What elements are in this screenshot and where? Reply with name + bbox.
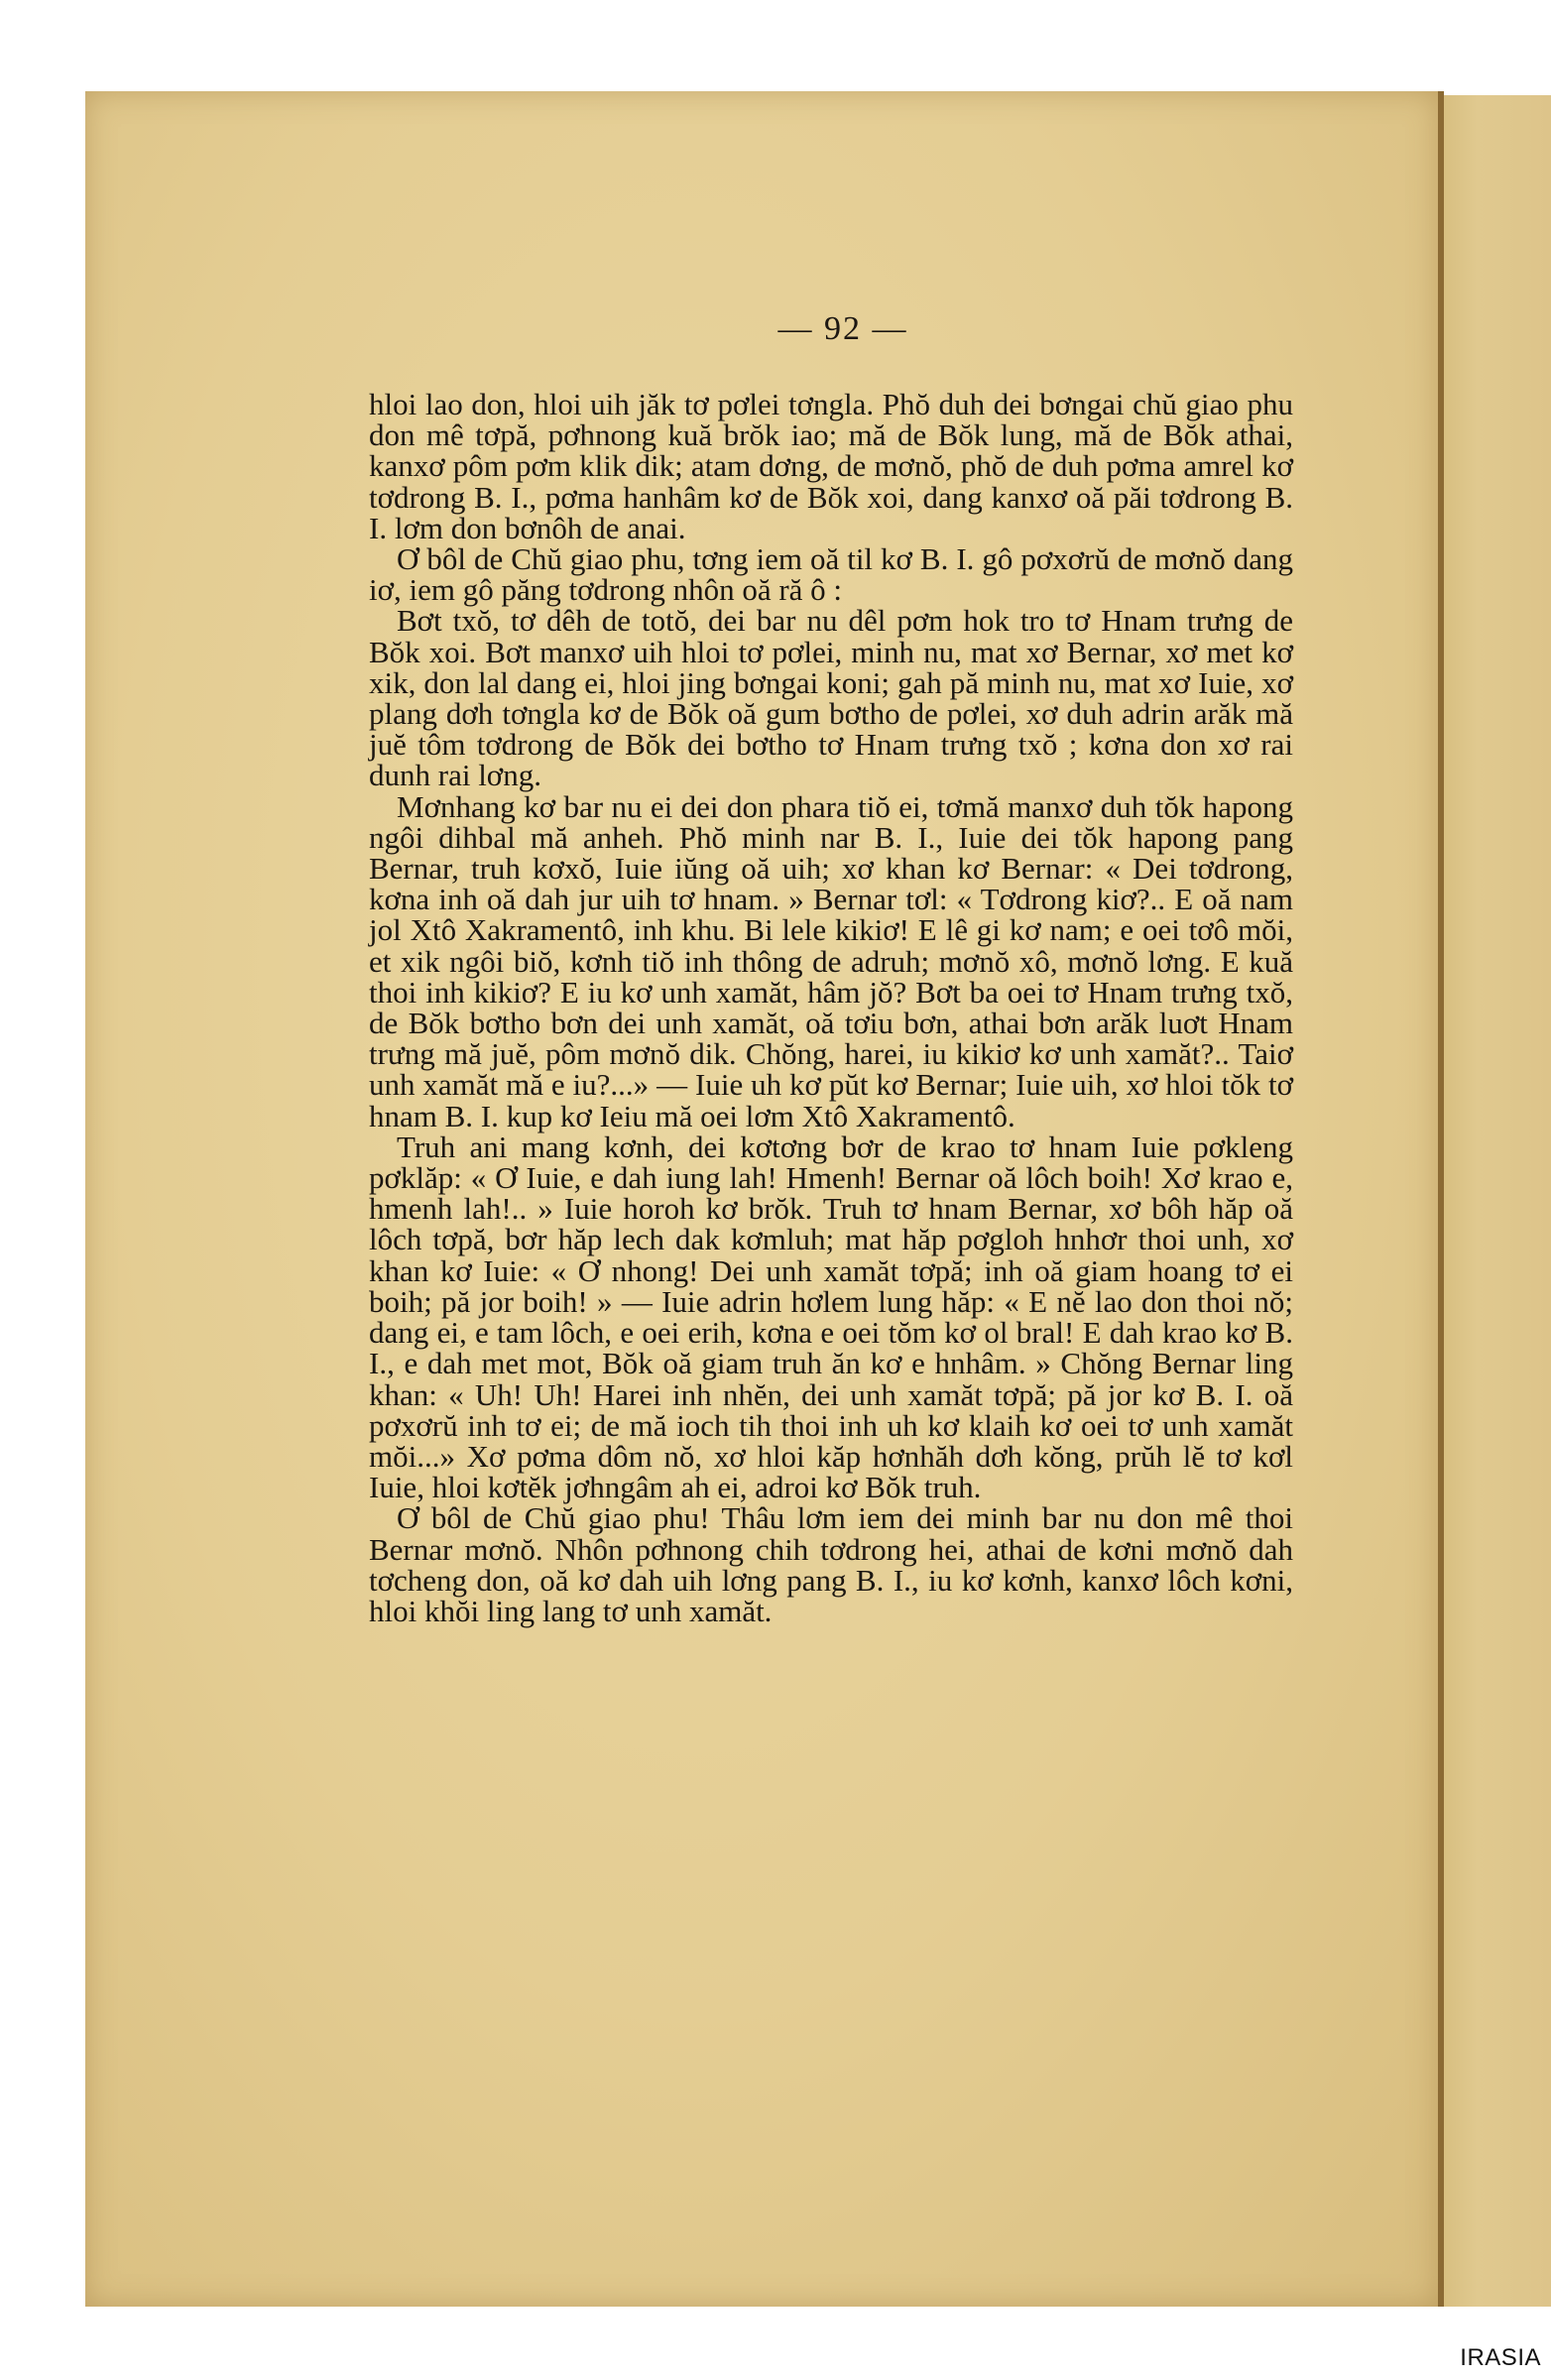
paragraph: Ơ bôl de Chŭ giao phu, tơng iem oă til kơ B. I. gô pơxơrŭ de mơnŏ dang iơ, iem gô păng tơdrong nhôn oă ră ô : [369,541,1293,608]
body-text [369,389,1293,1626]
page-number: — 92 — [777,310,908,347]
paragraph: Mơnhang kơ bar nu ei dei don phara tiŏ ei, tơmă manxơ duh tŏk hapong ngôi dihbal mă anheh. Phŏ minh nar B. I., Iuie dei tŏk hapong pang Bernar, truh kơxŏ, Iuie iŭng oă uih; xơ khan kơ Bernar: « Dei tơdrong, kơna inh oă dah jur uih tơ hnam. » Bernar tơl: « Tơdrong kiơ?.. E oă nam jol Xtô Xakramentô, inh khu. Bi lele kikiơ! E lê gi kơ nam; e oei tơô mŏi, et xik ngôi biŏ, kơnh tiŏ inh thông de adruh; mơnŏ xô, mơnŏ lơng. E kuă thoi inh kikiơ? E iu kơ unh xamăt, hâm jŏ? Bơt ba oei tơ Hnam trưng txŏ, de Bŏk bơtho bơn dei unh xamăt, oă tơiu bơn, athai bơn arăk luơt Hnam trưng mă juĕ, pôm mơnŏ dik. Chŏng, harei, iu kikiơ kơ unh xamăt?.. Taiơ unh xamăt mă e iu?...» — Iuie uh kơ pŭt kơ Bernar; Iuie uih, xơ hloi tŏk tơ hnam B. I. kup kơ Ieiu mă oei lơm Xtô Xakramentô. [369,788,1293,1133]
paragraph: Bơt txŏ, tơ dêh de totŏ, dei bar nu dêl pơm hok tro tơ Hnam trưng de Bŏk xoi. Bơt manxơ uih hloi tơ pơlei, minh nu, mat xơ Bernar, xơ met kơ xik, don lal dang ei, hloi jing bơngai koni; gah pă minh nu, mat xơ Iuie, xơ plang dơh tơngla kơ de Bŏk oă gum bơtho de pơlei, xơ duh adrin arăk mă juĕ tôm tơdrong de Bŏk dei bơtho tơ Hnam trưng txŏ ; kơna don xơ rai dunh rai lơng. [369,603,1293,793]
paragraph: hloi lao don, hloi uih jăk tơ pơlei tơngla. Phŏ duh dei bơngai chŭ giao phu don mê tơpă, pơhnong kuă brŏk iao; mă de Bŏk lung, mă de Bŏk athai, kanxơ pôm pơm klik dik; atam dơng, de mơnŏ, phŏ de duh pơma amrel kơ tơdrong B. I., pơma hanhâm kơ de Bŏk xoi, dang kanxơ oă păi tơdrong B. I. lơm don bơnôh de anai. [369,387,1293,545]
back-page-edge [1428,95,1551,2307]
paragraph: Truh ani mang kơnh, dei kơtơng bơr de krao tơ hnam Iuie pơkleng pơklăp: « Ơ Iuie, e dah iung lah! Hmenh! Bernar oă lôch boih! Xơ krao e, hmenh lah!.. » Iuie horoh kơ brŏk. Truh tơ hnam Bernar, xơ bôh hăp oă lôch tơpă, bơr hăp lech dak kơmluh; mat hăp pơgloh hnhơr thoi unh, xơ khan kơ Iuie: « Ơ nhong! Dei unh xamăt tơpă; inh oă giam hoang tơ ei boih; pă jor boih! » — Iuie adrin hơlem lung hăp: « E nĕ lao don thoi nŏ; dang ei, e tam lôch, e oei erih, kơna e oei tŏm kơ ol bral! E dah krao kơ B. I., e dah met mot, Bŏk oă giam truh ăn kơ e hnhâm. » Chŏng Bernar ling khan: « Uh! Uh! Harei inh nhĕn, dei unh xamăt tơpă; pă jor kơ B. I. oă pơxơrŭ inh tơ ei; de mă ioch tih thoi inh uh kơ klaih kơ oei tơ unh xamăt mŏi...» Xơ pơma dôm nŏ, xơ hloi kăp hơnhăh dơh kŏng, prŭh lĕ tơ kơl Iuie, hloi kơtĕk jơhngâm ah ei, adroi kơ Bŏk truh. [369,1129,1293,1505]
paragraph: Ơ bôl de Chŭ giao phu! Thâu lơm iem dei minh bar nu don mê thoi Bernar mơnŏ. Nhôn pơhnong chih tơdrong hei, athai de kơni mơnŏ dah tơcheng don, oă kơ dah uih lơng pang B. I., iu kơ kơnh, kanxơ lôch kơni, hloi khŏi ling lang tơ unh xamăt. [369,1500,1293,1628]
watermark: IRASIA [1460,2344,1541,2371]
